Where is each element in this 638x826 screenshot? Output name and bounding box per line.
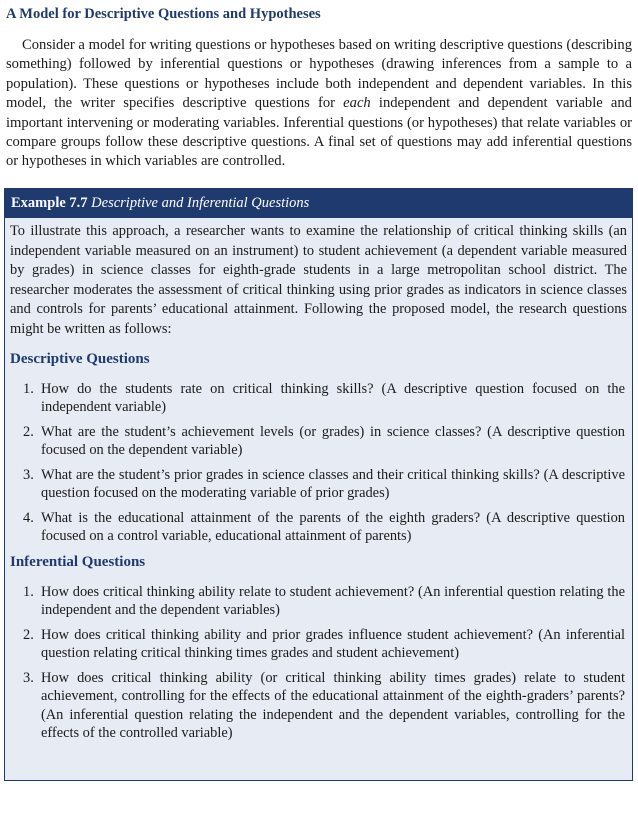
list-item bbox=[10, 509, 627, 546]
item-text: How does critical thinking ability (or critical thinking ability times grades) relate to student achievement, controlling for the effects of the educational attainment of the eighth-graders’ parents? (An inferential question relating the independent and the dependent variables, controlling for the effects of the controlled variable) bbox=[41, 669, 625, 742]
descriptive-questions-heading: Descriptive Questions bbox=[10, 350, 150, 367]
example-header bbox=[5, 189, 632, 218]
inferential-questions-heading: Inferential Questions bbox=[10, 553, 146, 570]
intro-emphasis: each bbox=[343, 95, 371, 112]
list-item bbox=[10, 380, 627, 417]
item-number: 4. bbox=[23, 509, 34, 526]
item-number: 1. bbox=[23, 583, 34, 600]
example-box bbox=[4, 188, 633, 781]
item-text: What is the educational attainment of the parents of the eighth graders? (A descriptive question focused on a control variable, educational attainment of parents) bbox=[41, 509, 625, 545]
list-item bbox=[10, 669, 627, 743]
item-number: 1. bbox=[23, 380, 34, 397]
item-text: What are the student’s achievement levels (or grades) in science classes? (A descriptive question focused on the dependent variable) bbox=[41, 423, 625, 459]
example-number: Example 7.7 bbox=[11, 195, 88, 211]
intro-paragraph bbox=[6, 36, 632, 172]
inferential-questions-list bbox=[10, 583, 627, 743]
list-item bbox=[10, 423, 627, 460]
example-intro-paragraph: To illustrate this approach, a researcher wants to examine the relationship of critical thinking skills (an independent variable measured on an instrument) to student achievement (a dependent variable measured by grades) in science classes for eighth-grade students in a large metropolitan school district. The researcher moderates the assessment of critical thinking using prior grades as indicators in science classes and controls for parents’ educational attainment. Following the proposed model, the research questions might be written as follows: bbox=[10, 223, 627, 337]
item-text: What are the student’s prior grades in science classes and their critical thinking skills? (A descriptive question focused on the moderating variable of prior grades) bbox=[41, 466, 625, 502]
item-number: 2. bbox=[23, 626, 34, 643]
intro-text-part2: independent and dependent variable and important intervening or moderating variables. Inferential questions (or hypotheses) that relate variables or compare groups follow these descriptive questions. A final set of questions may add inferential questions or hypotheses in which variables are controlled. bbox=[6, 95, 632, 170]
item-number: 3. bbox=[23, 466, 34, 483]
section-heading: A Model for Descriptive Questions and Hypotheses bbox=[6, 6, 321, 22]
item-text: How does critical thinking ability relate to student achievement? (An inferential question relating the independent and the dependent variables) bbox=[41, 583, 625, 619]
item-text: How does critical thinking ability and prior grades influence student achievement? (An inferential question relating critical thinking times grades and student achievement) bbox=[41, 626, 625, 662]
list-item bbox=[10, 626, 627, 663]
item-text: How do the students rate on critical thinking skills? (A descriptive question focused on the independent variable) bbox=[41, 380, 625, 416]
example-body bbox=[5, 218, 632, 743]
intro-text-part1: Consider a model for writing questions or hypotheses based on writing descriptive questions (describing something) followed by inferential questions or hypotheses (drawing inferences from a sample to a population). These questions or hypotheses include both independent and dependent variables. In this model, the writer specifies descriptive questions for bbox=[6, 37, 632, 112]
example-title: Descriptive and Inferential Questions bbox=[91, 195, 310, 211]
list-item bbox=[10, 466, 627, 503]
item-number: 3. bbox=[23, 669, 34, 686]
descriptive-questions-list bbox=[10, 380, 627, 546]
list-item bbox=[10, 583, 627, 620]
item-number: 2. bbox=[23, 423, 34, 440]
